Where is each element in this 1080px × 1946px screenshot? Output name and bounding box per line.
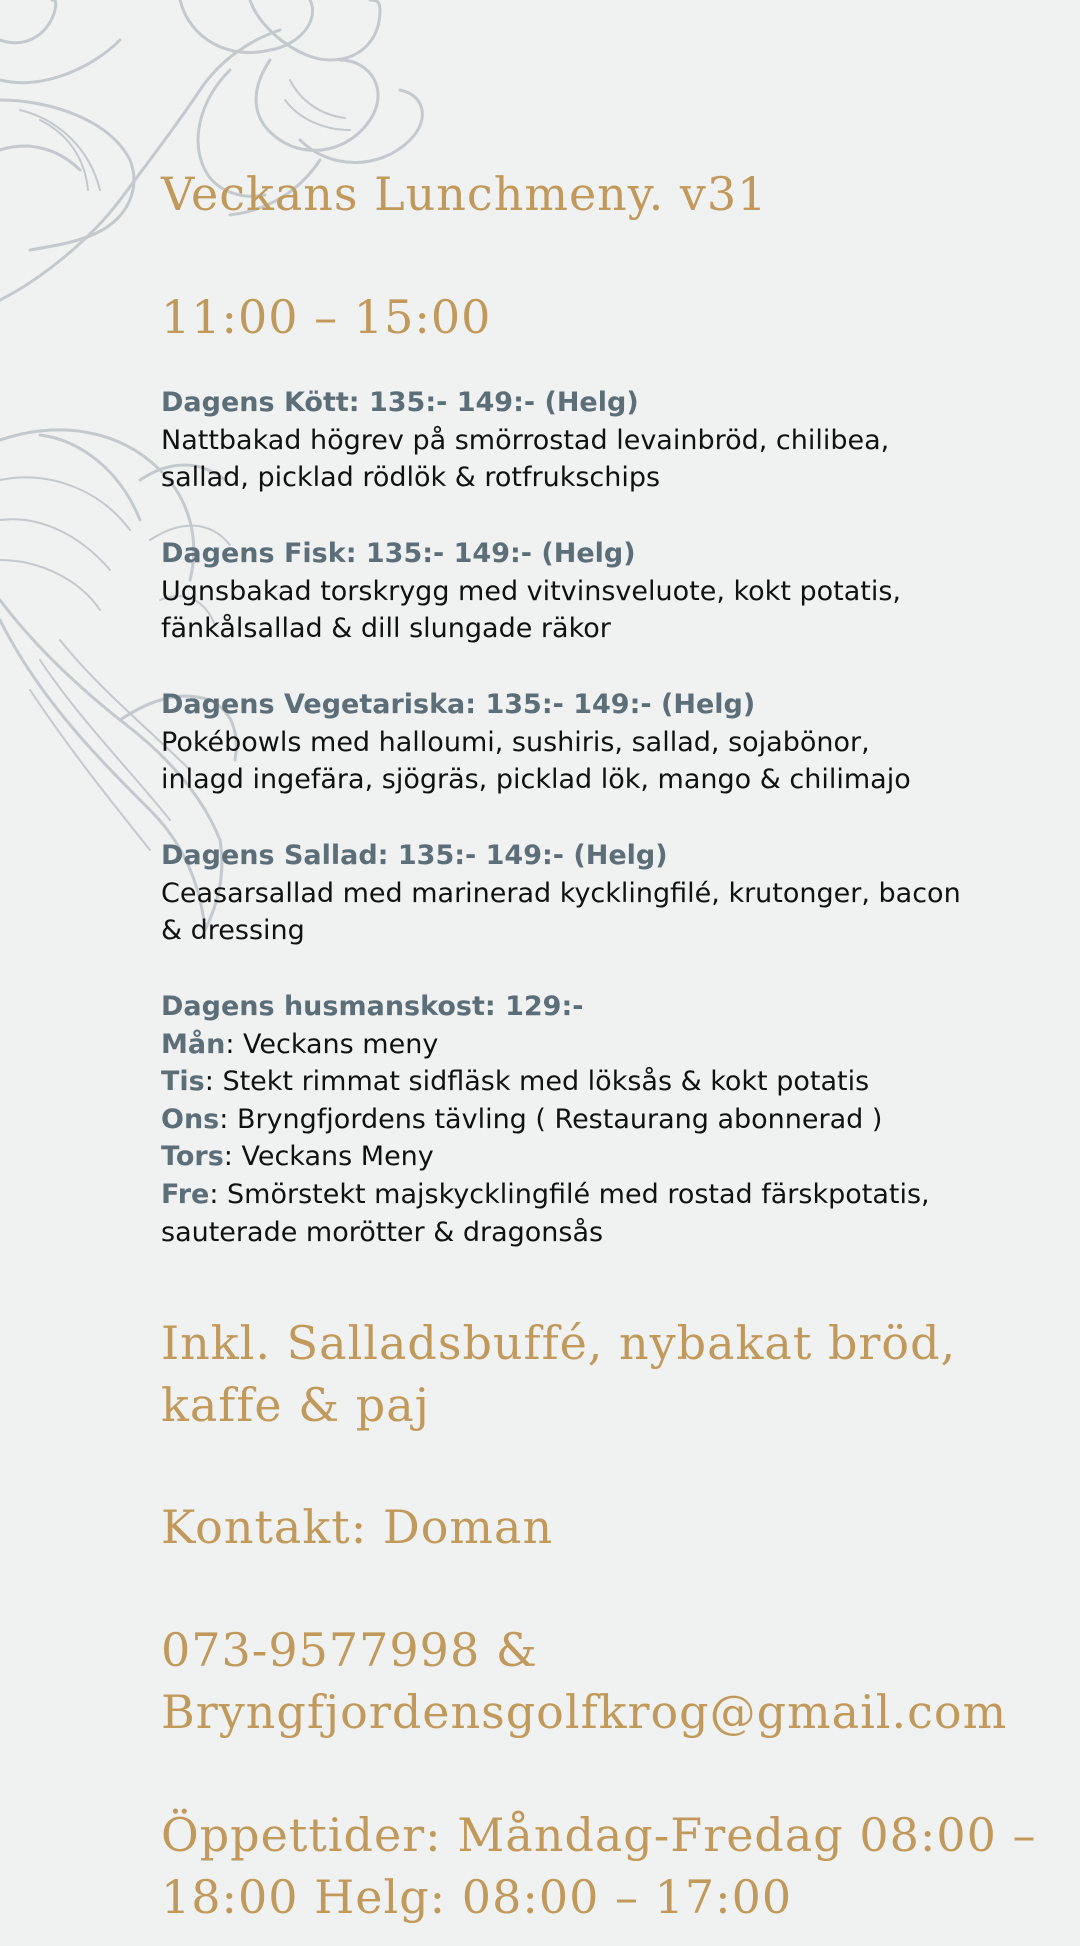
husman-day-continuation: sauterade morötter & dragonsås [161, 1216, 604, 1248]
day-separator: : [204, 1066, 223, 1098]
page-title: Veckans Lunchmeny. v31 [161, 167, 768, 221]
contact-details [161, 1619, 1041, 1743]
section-title: Dagens Sallad: 135:- 149:- (Helg) [161, 840, 668, 871]
section-desc-line: fänkålsallad & dill slungade räkor [161, 613, 611, 645]
section-sallad [161, 837, 1031, 950]
day-name: Tis [161, 1066, 205, 1098]
section-husmanskost [161, 988, 1031, 1251]
included-note: Inkl. Salladsbuffé, nybakat bröd, kaffe & paj [161, 1316, 957, 1432]
section-desc-line: Nattbakad högrev på smörrostad levainbröd, chilibea, [161, 424, 890, 456]
husman-day-row [161, 1026, 1031, 1064]
husman-day-row [161, 1101, 1031, 1139]
day-separator: : [223, 1141, 242, 1173]
section-title: Dagens Fisk: 135:- 149:- (Helg) [161, 538, 636, 569]
section-title: Dagens husmanskost: 129:- [161, 991, 584, 1022]
contact-phone: 073-9577998 & [161, 1623, 538, 1677]
day-dish: Veckans meny [243, 1028, 439, 1060]
day-name: Mån [161, 1028, 226, 1060]
day-dish: Veckans Meny [241, 1141, 434, 1173]
contact-name: Kontakt: Doman [161, 1500, 554, 1554]
day-separator: : [225, 1028, 243, 1060]
day-name: Ons [161, 1103, 220, 1135]
husman-day-row [161, 1176, 1031, 1214]
section-kott [161, 384, 1031, 497]
section-desc-line: Ceasarsallad med marinerad kycklingfilé, krutonger, bacon [161, 877, 961, 909]
section-desc-line: inlagd ingefära, sjögräs, picklad lök, mango & chilimajo [161, 764, 911, 796]
day-dish: Stekt rimmat sidfläsk med löksås & kokt potatis [222, 1066, 870, 1098]
section-fisk [161, 535, 1031, 648]
section-vegetariska [161, 686, 1031, 799]
contact-email: Bryngfjordensgolfkrog@gmail.com [161, 1685, 1008, 1739]
section-desc-line: sallad, picklad rödlök & rotfrukschips [161, 462, 661, 494]
husman-day-row [161, 1063, 1031, 1101]
day-name: Fre [161, 1178, 210, 1210]
section-desc-line: Pokébowls med halloumi, sushiris, sallad, sojabönor, [161, 726, 870, 758]
day-dish: Bryngfjordens tävling ( Restaurang abonnerad ) [236, 1103, 883, 1135]
section-title: Dagens Kött: 135:- 149:- (Helg) [161, 387, 639, 418]
section-desc-line: Ugnsbakad torskrygg med vitvinsveluote, kokt potatis, [161, 575, 902, 607]
husman-day-row [161, 1138, 1031, 1176]
day-dish: Smörstekt majskycklingfilé med rostad färskpotatis, [227, 1178, 930, 1210]
day-name: Tors [161, 1141, 224, 1173]
opening-hours: Öppettider: Måndag-Fredag 08:00 – 18:00 Helg: 08:00 – 17:00 [161, 1808, 1037, 1924]
section-title: Dagens Vegetariska: 135:- 149:- (Helg) [161, 689, 756, 720]
day-separator: : [209, 1178, 228, 1210]
section-desc-line: & dressing [161, 915, 305, 947]
lunch-hours: 11:00 – 15:00 [161, 290, 492, 344]
day-separator: : [219, 1103, 237, 1135]
